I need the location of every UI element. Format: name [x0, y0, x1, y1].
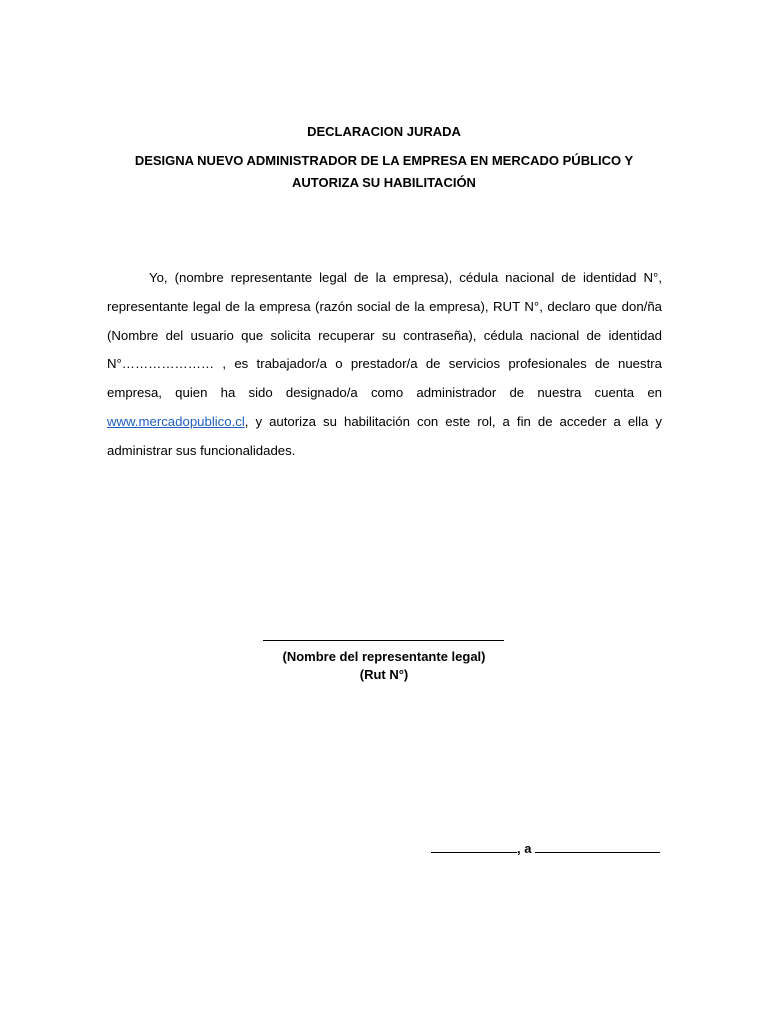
declaration-text-part-1: Yo, (nombre representante legal de la empresa), cédula nacional de identidad N°, representante legal de la empresa (razón social de la empresa), RUT N°, declaro que don/ña (Nombre del usuario que solicita recuperar su contraseña), cédula nacional de identidad N°………………… , es trabajador/a o prestador/a de servicios profesionales de nuestra empresa, quien ha sido designado/a como administrador de nuestra cuenta en — [107, 270, 662, 401]
signature-line — [263, 640, 504, 641]
subtitle-line-1: DESIGNA NUEVO ADMINISTRADOR DE LA EMPRESA EN MERCADO PÚBLICO Y — [134, 153, 634, 168]
place-blank — [431, 841, 517, 853]
declaration-paragraph — [107, 264, 662, 466]
document-subtitle — [0, 150, 768, 194]
document-title: DECLARACION JURADA — [307, 124, 461, 139]
subtitle-line-2: AUTORIZA SU HABILITACIÓN — [292, 175, 476, 190]
signature-rut-label: (Rut N°) — [359, 667, 409, 682]
mercadopublico-link[interactable]: www.mercadopublico.cl — [107, 413, 245, 429]
signature-name-label: (Nombre del representante legal) — [282, 649, 486, 664]
declaration-text-part-2: , y autoriza su habilitación con este rol, a fin de acceder a ella y administrar sus funcionalidades. — [107, 413, 662, 458]
date-blank — [535, 841, 660, 853]
place-date-separator: , a — [517, 841, 536, 856]
place-date-line — [431, 840, 660, 858]
